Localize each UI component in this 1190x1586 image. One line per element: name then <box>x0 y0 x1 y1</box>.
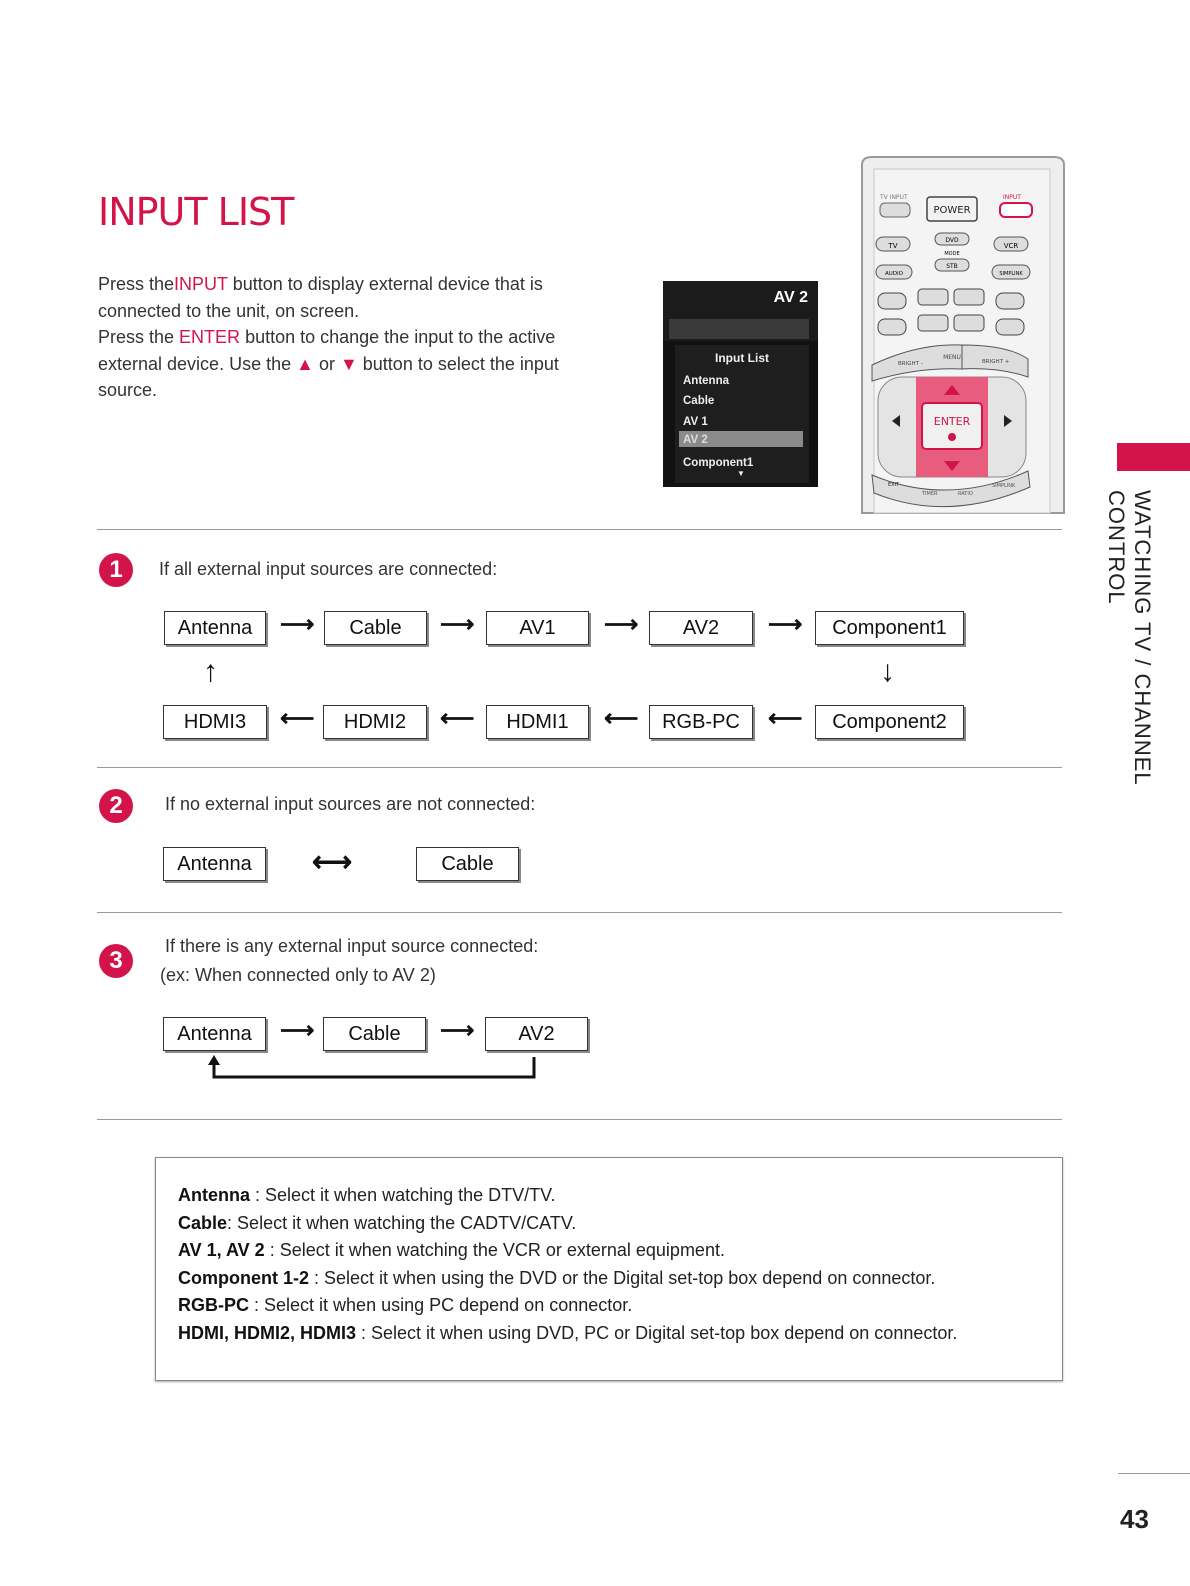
simplink-top-label: SIMPLINK <box>999 271 1023 277</box>
definition-line <box>178 1320 957 1348</box>
divider <box>97 1119 1062 1120</box>
flow-box-antenna: Antenna <box>163 1017 266 1051</box>
definition-separator: : <box>250 1185 266 1205</box>
definition-term: AV 1, AV 2 <box>178 1240 265 1260</box>
osd-more-arrow-icon: ▼ <box>737 469 745 478</box>
osd-input-list <box>675 345 809 483</box>
timer-label[interactable]: TIMER <box>922 491 938 497</box>
step-number-1: 1 <box>99 553 133 587</box>
left-arrow-icon: ⟵ <box>440 705 475 732</box>
osd-list-title: Input List <box>715 351 769 365</box>
definition-line <box>178 1210 957 1238</box>
osd-list-item: Component1 <box>683 457 754 469</box>
up-arrow-icon: ▲ <box>296 353 314 374</box>
vcr-label: VCR <box>1003 242 1019 250</box>
definition-separator: : <box>249 1295 265 1315</box>
definition-term: RGB-PC <box>178 1295 249 1315</box>
intro-text-part: Press the <box>98 327 180 347</box>
stb-label: STB <box>946 263 958 270</box>
definition-term: Component 1-2 <box>178 1267 310 1288</box>
menu-label: MENU <box>943 354 961 361</box>
definition-separator: : <box>227 1212 238 1233</box>
fast-forward-button[interactable] <box>954 315 984 331</box>
bright-plus-label: BRIGHT + <box>982 359 1010 365</box>
definition-desc: Select it when watching the VCR or external equipment. <box>279 1240 725 1260</box>
bright-minus-label: BRIGHT - <box>898 361 923 367</box>
bidirectional-arrow-icon: ⟷ <box>312 846 353 877</box>
divider <box>97 912 1062 913</box>
skip-back-button[interactable] <box>878 319 906 335</box>
flow-box-component1: Component1 <box>815 611 964 645</box>
definition-separator: : <box>264 1240 280 1260</box>
intro-text-part: Press the <box>98 274 175 294</box>
osd-bar <box>669 319 809 339</box>
right-arrow-icon: ⟶ <box>280 611 315 638</box>
section3-caption-example: (ex: When connected only to AV 2) <box>160 965 436 985</box>
stop-button[interactable] <box>878 293 906 309</box>
right-arrow-icon: ⟶ <box>440 611 475 638</box>
flow-box-component2: Component2 <box>815 705 964 739</box>
definition-desc: Select it when using PC depend on connector. <box>264 1295 633 1315</box>
right-arrow-icon: ⟶ <box>280 1017 315 1044</box>
flow-box-antenna: Antenna <box>163 847 266 881</box>
enter-dot-icon <box>948 433 956 441</box>
definition-desc: Select it when watching the CADTV/CATV. <box>237 1212 577 1233</box>
left-arrow-icon: ⟵ <box>768 705 803 732</box>
right-arrow-icon: ⟶ <box>604 611 639 638</box>
tv-label: TV <box>888 242 898 250</box>
definition-separator: : <box>309 1267 325 1288</box>
divider <box>97 767 1062 768</box>
definition-line <box>178 1265 957 1293</box>
step-number-2: 2 <box>99 789 133 823</box>
simplink-label[interactable]: SIMPLINK <box>992 483 1016 489</box>
left-arrow-icon: ⟵ <box>604 705 639 732</box>
tv-input-label: TV INPUT <box>880 194 908 201</box>
flow-box-hdmi2: HDMI2 <box>323 705 427 739</box>
flow-box-av2: AV2 <box>485 1017 588 1051</box>
flow-box-antenna: Antenna <box>164 611 266 645</box>
page-title: INPUT LIST <box>98 190 294 234</box>
rewind-button[interactable] <box>918 315 948 331</box>
intro-text-part: button to select the input source. <box>98 353 559 400</box>
enter-key-label: ENTER <box>179 327 241 347</box>
tv-input-button[interactable] <box>880 203 910 217</box>
definition-term: Cable <box>178 1212 228 1233</box>
flow-box-rgb-pc: RGB-PC <box>649 705 753 739</box>
osd-list-item: Antenna <box>683 375 729 387</box>
osd-list-item-selected: AV 2 <box>683 434 708 446</box>
definition-line <box>178 1182 957 1210</box>
step-number-3: 3 <box>99 944 133 978</box>
up-arrow-icon: ↑ <box>203 655 218 688</box>
left-arrow-icon: ⟵ <box>280 705 315 732</box>
section1-caption: If all external input sources are connected: <box>159 559 498 579</box>
definition-separator: : <box>356 1322 372 1343</box>
definition-line <box>178 1292 957 1320</box>
flow-box-hdmi1: HDMI1 <box>486 705 589 739</box>
flow-box-av1: AV1 <box>486 611 589 645</box>
intro-text-part: or <box>313 353 340 374</box>
page-number: 43 <box>1120 1504 1149 1534</box>
input-key-label: INPUT <box>174 274 228 294</box>
input-list-osd <box>663 281 818 487</box>
flow-box-cable: Cable <box>416 847 519 881</box>
osd-current-input: AV 2 <box>773 289 808 306</box>
play-button[interactable] <box>918 289 948 305</box>
power-label: POWER <box>933 205 971 216</box>
definition-desc: Select it when watching the DTV/TV. <box>265 1185 556 1205</box>
exit-label[interactable]: EXIT <box>888 482 900 488</box>
intro-text-part: button to display external device that is connected to the unit, on screen. <box>98 274 543 321</box>
section-tab-marker <box>1117 443 1190 471</box>
right-arrow-icon: ⟶ <box>440 1017 475 1044</box>
flow-box-cable: Cable <box>323 1017 426 1051</box>
definition-line <box>178 1237 957 1265</box>
osd-list-item: AV 1 <box>683 416 708 428</box>
intro-text <box>98 271 598 404</box>
page-number-rule <box>1118 1473 1190 1474</box>
osd-list-item: Cable <box>683 395 715 407</box>
input-label: INPUT <box>1003 194 1021 201</box>
down-arrow-icon: ▼ <box>339 353 358 374</box>
mode-label: MODE <box>944 251 960 257</box>
down-arrow-icon: ↓ <box>880 655 895 688</box>
definition-desc: Select it when using DVD, PC or Digital set-top box depend on connector. <box>371 1322 958 1343</box>
definitions-box <box>155 1157 1063 1381</box>
definition-term: HDMI, HDMI2, HDMI3 <box>178 1322 357 1343</box>
definition-desc: Select it when using the DVD or the Digital set-top box depend on connector. <box>324 1267 936 1288</box>
osd-header <box>663 281 818 341</box>
divider <box>97 529 1062 530</box>
section2-caption: If no external input sources are not connected: <box>165 794 536 814</box>
intro-text-part: button to change the input to the active external device. Use the <box>98 327 556 374</box>
audio-label: AUDIO <box>885 271 903 277</box>
flow-box-av2: AV2 <box>649 611 753 645</box>
input-button[interactable] <box>1000 203 1032 217</box>
record-button[interactable] <box>996 293 1024 309</box>
pause-button[interactable] <box>954 289 984 305</box>
section-side-label: WATCHING TV / CHANNEL CONTROL <box>1104 490 1155 785</box>
return-loop-arrow-icon <box>200 1055 550 1085</box>
flow-box-hdmi3: HDMI3 <box>163 705 267 739</box>
ratio-label[interactable]: RATIO <box>958 491 973 497</box>
enter-label: ENTER <box>933 415 971 428</box>
dvd-label: DVD <box>945 237 959 244</box>
skip-forward-button[interactable] <box>996 319 1024 335</box>
flow-box-cable: Cable <box>324 611 427 645</box>
remote-control-illustration <box>858 155 1068 515</box>
definition-term: Antenna <box>178 1185 250 1205</box>
right-arrow-icon: ⟶ <box>768 611 803 638</box>
section3-caption: If there is any external input source connected: <box>165 936 539 956</box>
